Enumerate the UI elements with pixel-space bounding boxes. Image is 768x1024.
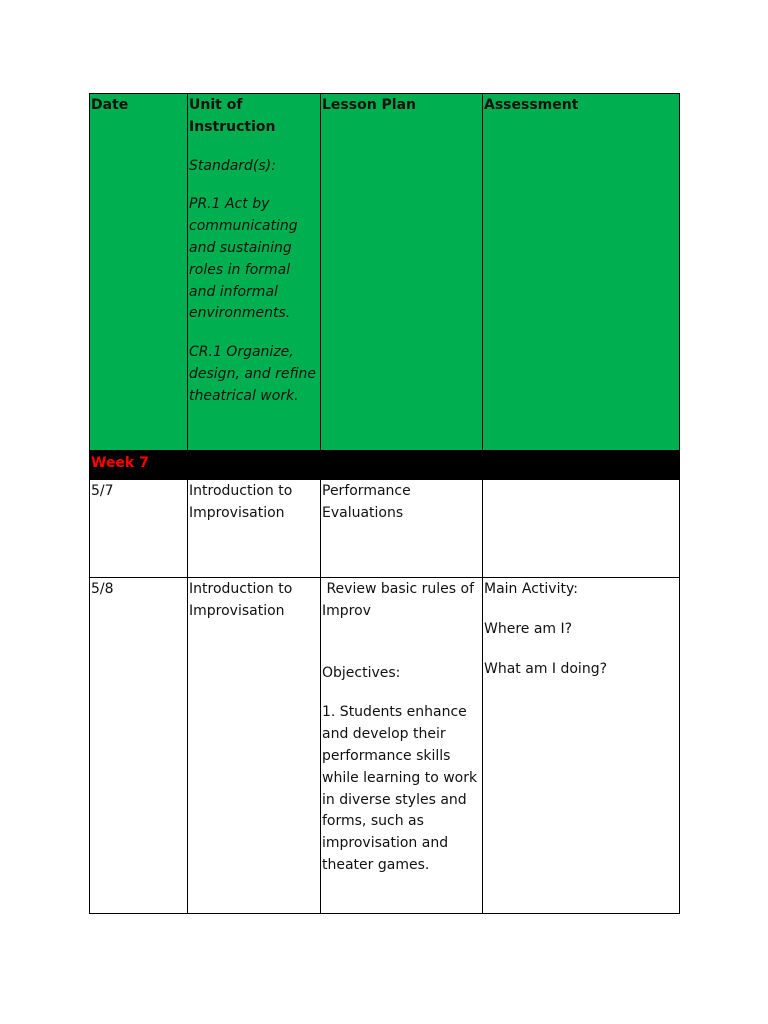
table-row (90, 578, 680, 914)
row-unit: Introduction to Improvisation (188, 578, 321, 914)
standard-pr1: PR.1 Act by communicating and sustaining roles in formal and informal environments. (189, 196, 298, 322)
assessment-item: Where am I? (484, 620, 573, 637)
header-row (90, 94, 680, 451)
lesson-intro: Review basic rules of Improv (322, 581, 479, 619)
header-assessment-cell (483, 94, 680, 451)
header-lesson: Lesson Plan (322, 97, 417, 113)
assessment-label: Main Activity: (484, 581, 578, 597)
row-assessment (483, 480, 680, 578)
row-lesson-cell (321, 578, 483, 914)
week-empty-cell (483, 451, 680, 480)
week-cell (90, 451, 188, 480)
week-empty-cell (321, 451, 483, 480)
header-assessment: Assessment (484, 97, 579, 113)
objectives-label: Objectives: (322, 664, 401, 681)
week-empty-cell (188, 451, 321, 480)
row-date: 5/7 (90, 480, 188, 578)
standard-cr1: CR.1 Organize, design, and refine theatrical work. (189, 344, 317, 404)
row-assessment-cell (483, 578, 680, 914)
header-date-cell (90, 94, 188, 451)
week-row (90, 451, 680, 480)
objective-1: 1. Students enhance and develop their performance skills while learning to work in diverse styles and forms, such as improvisation and theater games. (322, 704, 478, 873)
header-unit-cell (188, 94, 321, 451)
assessment-item: What am I doing? (484, 660, 608, 677)
week-label: Week 7 (91, 455, 149, 471)
header-unit: Unit of Instruction (189, 97, 276, 135)
row-date: 5/8 (90, 578, 188, 914)
table-row (90, 480, 680, 578)
row-lesson: Performance Evaluations (321, 480, 483, 578)
header-date: Date (91, 97, 129, 113)
row-unit: Introduction to Improvisation (188, 480, 321, 578)
standards-label: Standard(s): (189, 157, 276, 174)
header-lesson-cell (321, 94, 483, 451)
lesson-plan-table (89, 93, 680, 914)
